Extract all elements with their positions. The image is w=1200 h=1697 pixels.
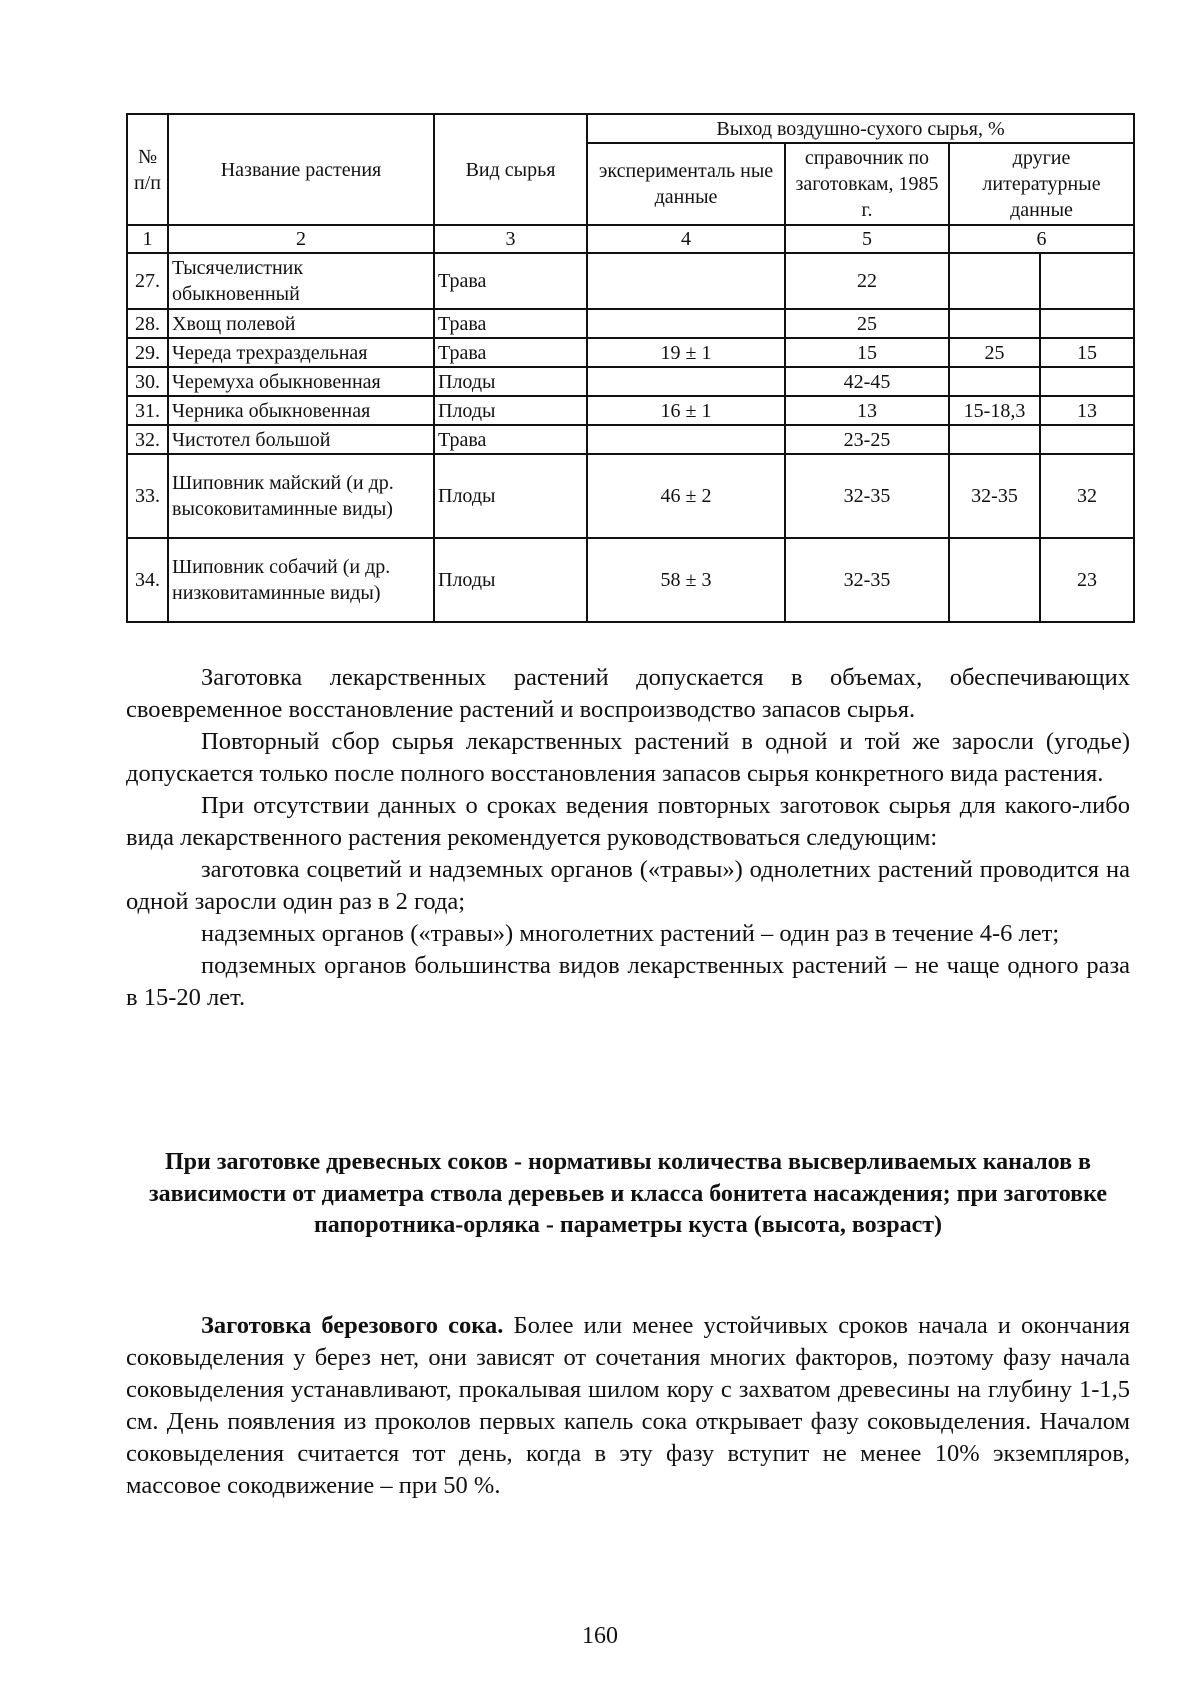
- plant-name: Хвощ полевой: [168, 309, 434, 338]
- raw-material-type: Трава: [434, 253, 587, 309]
- reference-value: 22: [785, 253, 949, 309]
- table-row: [127, 367, 1134, 396]
- plant-name: Череда трехраздельная: [168, 338, 434, 367]
- experimental-value: [587, 367, 785, 396]
- reference-value: 42-45: [785, 367, 949, 396]
- plant-name: Тысячелистник обыкновенный: [168, 253, 434, 309]
- column-number-cell: 1: [127, 225, 168, 253]
- experimental-value: [587, 309, 785, 338]
- paragraph: надземных органов («травы») многолетних растений – один раз в течение 4-6 лет;: [201, 920, 1060, 947]
- other-value-2: 32: [1040, 454, 1134, 538]
- header-other-literature: другие литературные данные: [949, 143, 1134, 225]
- body-text: [126, 662, 1130, 1014]
- other-value-2: [1040, 309, 1134, 338]
- header-number: № п/п: [127, 114, 168, 225]
- plant-name: Чистотел большой: [168, 425, 434, 454]
- reference-value: 32-35: [785, 454, 949, 538]
- other-value-2: [1040, 367, 1134, 396]
- table-row: [127, 253, 1134, 309]
- column-number-cell: 3: [434, 225, 587, 253]
- raw-material-type: Плоды: [434, 454, 587, 538]
- paragraph: Заготовка лекарственных растений допускается в объемах, обеспечивающих своевременное восстановление растений и воспроизводство запасов сырья.: [126, 664, 1130, 723]
- raw-material-type: Плоды: [434, 367, 587, 396]
- raw-material-yield-table: [126, 113, 1135, 623]
- birch-sap-text: Более или менее устойчивых сроков начала и окончания соковыделения у берез нет, они зависят от сочетания многих факторов, поэтому фазу начала соковыделения устанавливают, прокалывая шилом кору с захватом древесины на глубину 1-1,5 см. День появления из проколов первых капель сока открывает фазу соковыделения. Началом соковыделения считается тот день, когда в эту фазу вступит не менее 10% экземпляров, массовое сокодвижение – при 50 %.: [126, 1312, 1130, 1499]
- other-value-1: [949, 425, 1040, 454]
- table-row: [127, 538, 1134, 622]
- section-heading: При заготовке древесных соков - нормативы количества высверливаемых каналов в зависимости от диаметра ствола деревьев и класса бонитета насаждения; при заготовке папоротника-орляка - параметры куста (высота, возраст): [148, 1149, 1108, 1238]
- other-value-2: 23: [1040, 538, 1134, 622]
- paragraph: [126, 1310, 1130, 1502]
- row-number: 28.: [127, 309, 168, 338]
- table-row: [127, 454, 1134, 538]
- raw-material-type: Трава: [434, 309, 587, 338]
- header-experimental-data: эксперименталь ные данные: [587, 143, 785, 225]
- reference-value: 25: [785, 309, 949, 338]
- birch-sap-lead: Заготовка березового сока.: [201, 1312, 504, 1339]
- other-value-1: [949, 367, 1040, 396]
- row-number: 31.: [127, 396, 168, 425]
- header-plant-name: Название растения: [168, 114, 434, 225]
- column-number-cell: 4: [587, 225, 785, 253]
- other-value-1: [949, 309, 1040, 338]
- other-value-2: [1040, 425, 1134, 454]
- experimental-value: 46 ± 2: [587, 454, 785, 538]
- experimental-value: 16 ± 1: [587, 396, 785, 425]
- column-number-cell: 2: [168, 225, 434, 253]
- raw-material-type: Плоды: [434, 396, 587, 425]
- column-number-cell: 5: [785, 225, 949, 253]
- other-value-1: 25: [949, 338, 1040, 367]
- other-value-1: 15-18,3: [949, 396, 1040, 425]
- row-number: 27.: [127, 253, 168, 309]
- other-value-2: 15: [1040, 338, 1134, 367]
- paragraph: Повторный сбор сырья лекарственных растений в одной и той же заросли (угодье) допускается только после полного восстановления запасов сырья конкретного вида растения.: [126, 728, 1130, 787]
- row-number: 30.: [127, 367, 168, 396]
- experimental-value: 19 ± 1: [587, 338, 785, 367]
- plant-name: Черника обыкновенная: [168, 396, 434, 425]
- row-number: 29.: [127, 338, 168, 367]
- header-reference-1985: справочник по заготовкам, 1985 г.: [785, 143, 949, 225]
- plant-name: Черемуха обыкновенная: [168, 367, 434, 396]
- raw-material-type: Трава: [434, 338, 587, 367]
- other-value-1: 32-35: [949, 454, 1040, 538]
- table-row: [127, 309, 1134, 338]
- table-row: [127, 425, 1134, 454]
- paragraph: заготовка соцветий и надземных органов («травы») однолетних растений проводится на одной заросли один раз в 2 года;: [126, 856, 1130, 915]
- reference-value: 15: [785, 338, 949, 367]
- experimental-value: [587, 425, 785, 454]
- other-value-1: [949, 538, 1040, 622]
- table-row: [127, 396, 1134, 425]
- raw-material-type: Трава: [434, 425, 587, 454]
- reference-value: 32-35: [785, 538, 949, 622]
- plant-name: Шиповник майский (и др. высоковитаминные виды): [168, 454, 434, 538]
- row-number: 34.: [127, 538, 168, 622]
- table-row: [127, 338, 1134, 367]
- header-yield-group: Выход воздушно-сухого сырья, %: [587, 114, 1134, 143]
- reference-value: 23-25: [785, 425, 949, 454]
- paragraph: подземных органов большинства видов лекарственных растений – не чаще одного раза в 15-20 лет.: [126, 952, 1130, 1011]
- other-value-1: [949, 253, 1040, 309]
- birch-sap-section: [126, 1310, 1130, 1502]
- other-value-2: 13: [1040, 396, 1134, 425]
- experimental-value: 58 ± 3: [587, 538, 785, 622]
- header-raw-material-type: Вид сырья: [434, 114, 587, 225]
- other-value-2: [1040, 253, 1134, 309]
- page-number: 160: [582, 1623, 618, 1649]
- row-number: 33.: [127, 454, 168, 538]
- raw-material-type: Плоды: [434, 538, 587, 622]
- reference-value: 13: [785, 396, 949, 425]
- row-number: 32.: [127, 425, 168, 454]
- experimental-value: [587, 253, 785, 309]
- column-number-cell: 6: [949, 225, 1134, 253]
- paragraph: При отсутствии данных о сроках ведения повторных заготовок сырья для какого-либо вида лекарственного растения рекомендуется руководствоваться следующим:: [126, 792, 1130, 851]
- plant-name: Шиповник собачий (и др. низковитаминные виды): [168, 538, 434, 622]
